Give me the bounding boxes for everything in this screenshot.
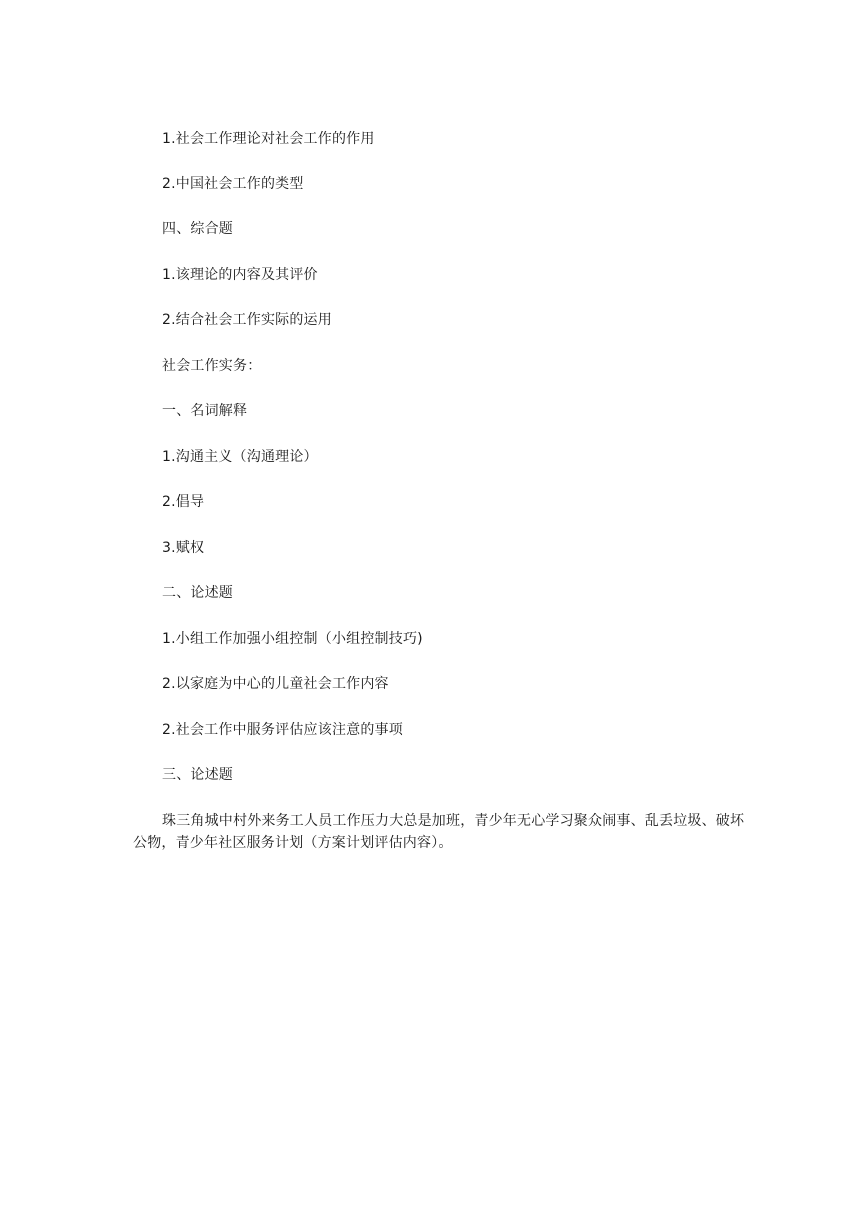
text-line-theory-content: 1.该理论的内容及其评价 bbox=[162, 267, 318, 283]
text-line-family-children: 2.以家庭为中心的儿童社会工作内容 bbox=[162, 676, 389, 692]
section-heading-essay-3: 三、论述题 bbox=[162, 767, 233, 783]
text-line-practical-use: 2.结合社会工作实际的运用 bbox=[162, 312, 332, 328]
text-line-communication: 1.沟通主义（沟通理论） bbox=[162, 449, 318, 465]
text-line-empowerment: 3.赋权 bbox=[162, 540, 205, 556]
text-line-china-types: 2.中国社会工作的类型 bbox=[162, 176, 304, 192]
text-line-theory-role: 1.社会工作理论对社会工作的作用 bbox=[162, 131, 375, 147]
section-heading-terms: 一、名词解释 bbox=[162, 403, 248, 419]
text-line-service-evaluation: 2.社会工作中服务评估应该注意的事项 bbox=[162, 722, 403, 738]
subject-heading-practice: 社会工作实务： bbox=[162, 358, 262, 374]
case-paragraph: 珠三角城中村外来务工人员工作压力大总是加班，青少年无心学习聚众闹事、乱丢垃圾、破坏公物，青少年社区服务计划（方案计划评估内容）。 bbox=[133, 813, 745, 851]
text-line-group-control: 1.小组工作加强小组控制（小组控制技巧) bbox=[162, 631, 423, 647]
section-heading-comprehensive: 四、综合题 bbox=[162, 221, 233, 237]
text-line-advocacy: 2.倡导 bbox=[162, 494, 205, 510]
section-heading-essay: 二、论述题 bbox=[162, 585, 233, 601]
